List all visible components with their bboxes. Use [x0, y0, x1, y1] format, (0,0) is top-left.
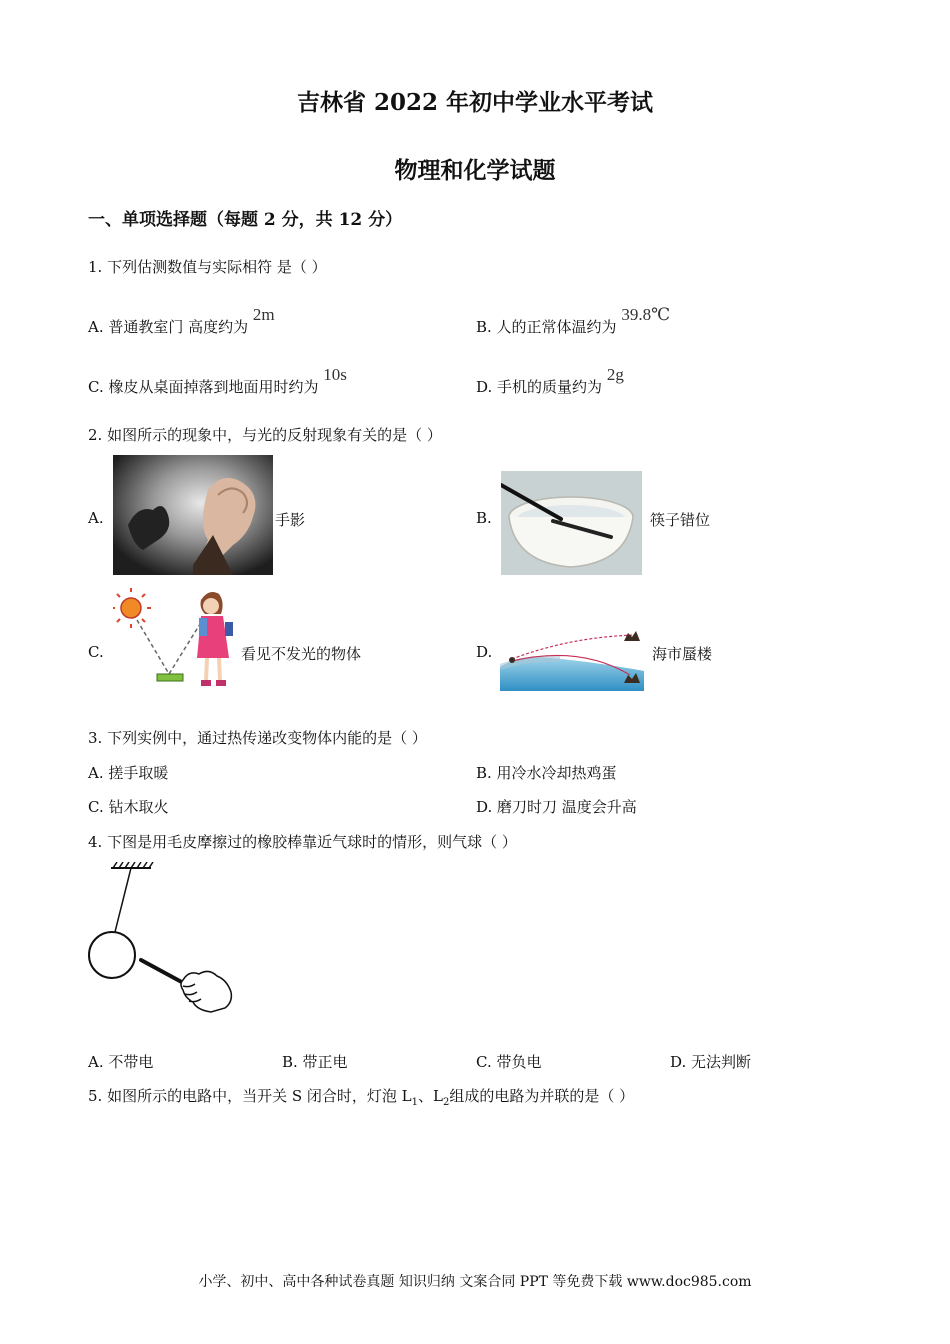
- ceiling-support-icon: [111, 862, 153, 868]
- q1-option-c-text: C. 橡皮从桌面掉落到地面用时约为: [88, 378, 319, 396]
- q1-option-c-math: 10s: [323, 365, 347, 384]
- q2-option-b-caption: 筷子错位: [650, 511, 711, 529]
- chopstick-in-bowl-photo: [501, 471, 642, 575]
- q3-option-b: B. 用冷水冷却热鸡蛋: [476, 764, 617, 782]
- q1-option-d-text: D. 手机的质量约为: [476, 378, 603, 396]
- q4-option-a: A. 不带电: [88, 1053, 154, 1071]
- q5-stem-after: 组成的电路为并联的是（ ）: [449, 1087, 635, 1105]
- q5-stem-before: 5. 如图所示的电路中，当开关 S 闭合时，灯泡 L: [88, 1087, 412, 1105]
- hand-icon: [181, 971, 231, 1012]
- q1-option-b-math: 39.8℃: [621, 305, 671, 324]
- q5-subscript-1: 1: [411, 1097, 418, 1108]
- q2-option-d-caption: 海市蜃楼: [652, 645, 713, 663]
- q1-option-a-text: A. 普通教室门 高度约为: [88, 318, 249, 336]
- q2-option-c-caption: 看见不发光的物体: [241, 645, 362, 663]
- q2-option-a-caption: 手影: [275, 511, 306, 529]
- q1-option-a: [88, 305, 275, 337]
- question-3-stem: 3. 下列实例中，通过热传递改变物体内能的是（ ）: [88, 729, 427, 747]
- page-subtitle: 物理和化学试题: [394, 157, 556, 184]
- question-4-stem: 4. 下图是用毛皮摩擦过的橡胶棒靠近气球时的情形，则气球（ ）: [88, 833, 517, 851]
- q2-option-d-letter: D.: [476, 643, 493, 661]
- q1-option-d-math: 2g: [606, 365, 624, 384]
- q1-option-a-math: 2m: [252, 305, 275, 324]
- q4-option-d: D. 无法判断: [670, 1053, 752, 1071]
- q4-option-c: C. 带负电: [476, 1053, 542, 1071]
- page-footer: 小学、初中、高中各种试卷真题 知识归纳 文案合同 PPT 等免费下载 www.doc985.com: [198, 1274, 752, 1290]
- q3-option-a: A. 搓手取暖: [88, 764, 169, 782]
- balloon-rod-diagram: [85, 862, 240, 1022]
- question-5-stem: [88, 1085, 634, 1108]
- q5-stem-mid: 、L: [418, 1087, 443, 1105]
- q5-subscript-2: 2: [442, 1097, 450, 1108]
- q3-option-c: C. 钻木取火: [88, 798, 169, 816]
- q3-option-d: D. 磨刀时刀 温度会升高: [476, 798, 637, 816]
- hand-shadow-photo: [113, 455, 273, 575]
- q1-option-c: [88, 365, 347, 397]
- q1-option-d: [476, 365, 624, 397]
- balloon-icon: [89, 932, 135, 978]
- q2-option-a-letter: A.: [88, 509, 104, 527]
- question-2-stem: 2. 如图所示的现象中，与光的反射现象有关的是（ ）: [88, 426, 442, 444]
- mirage-illustration: [500, 627, 644, 691]
- q1-option-b: [476, 305, 671, 337]
- sun-icon: [113, 588, 151, 628]
- q1-option-b-text: B. 人的正常体温约为: [476, 318, 617, 336]
- q4-option-b: B. 带正电: [282, 1053, 348, 1071]
- page-title: 吉林省 2022 年初中学业水平考试: [296, 89, 654, 116]
- section-heading: 一、单项选择题（每题 2 分，共 12 分）: [88, 210, 403, 230]
- q2-option-b-letter: B.: [476, 509, 492, 527]
- question-1-stem: 1. 下列估测数值与实际相符 是（ ）: [88, 258, 327, 276]
- q2-option-c-letter: C.: [88, 643, 104, 661]
- girl-sun-book-illustration: [113, 588, 238, 690]
